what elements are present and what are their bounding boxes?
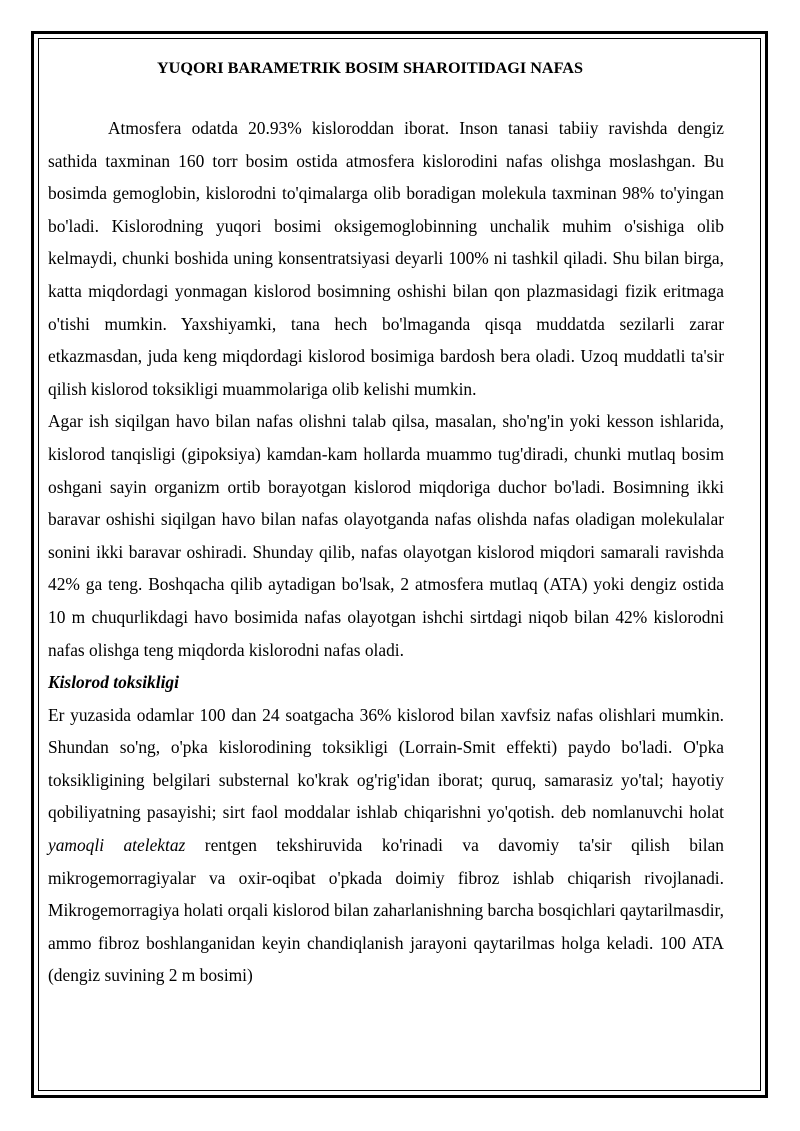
paragraph-compressed-air: Agar ish siqilgan havo bilan nafas olishni talab qilsa, masalan, sho'ng'in yoki kesson ishlarida, kislorod tanqisligi (gipoksiya) kamdan-kam hollarda muammo tug'diradi, chunki mutlaq bosim oshgani sayin organizm ortib borayotgan kislorod miqdoriga duchor bo'ladi. Bosimning ikki baravar oshishi siqilgan havo bilan nafas olayotganda nafas olishda nafas oladigan molekulalar sonini ikki baravar oshiradi. Shunday qilib, nafas olayotgan kislorod miqdori samarali ravishda 42% ga teng. Boshqacha qilib aytadigan bo'lsak, 2 atmosfera mutlaq (ATA) yoki dengiz ostida 10 m chuqurlikdagi havo bosimida nafas olayotgan ishchi sirtdagi niqob bilan 42% kislorodni nafas olishga teng miqdorda kislorodni nafas oladi. (48, 411, 724, 660)
paragraph-oxygen-toxicity (48, 699, 724, 992)
paragraph-text-start: Er yuzasida odamlar 100 dan 24 soatgacha 36% kislorod bilan xavfsiz nafas olishlari mumkin. Shundan so'ng, o'pka kislorodining toksikligi (Lorrain-Smit effekti) paydo bo'ladi. O'pka toksikligining belgilari substernal ko'krak og'rig'idan iborat; quruq, samarasiz yo'tal; hayotiy qobiliyatning pasayishi; sirt faol moddalar ishlab chiqarishni yo'qotish. deb nomlanuvchi holat (48, 704, 724, 823)
paragraph-atmosphere: Atmosfera odatda 20.93% kisloroddan iborat. Inson tanasi tabiiy ravishda dengiz sathida taxminan 160 torr bosim ostida atmosfera kislorodini nafas olishga moslashgan. Bu bosimda gemoglobin, kislorodni to'qimalarga olib boradigan molekula taxminan 98% to'yingan bo'ladi. Kislorodning yuqori bosimi oksigemoglobinning unchalik muhim o'sishiga olib kelmaydi, chunki boshida uning konsentratsiyasi deyarli 100% ni tashkil qiladi. Shu bilan birga, katta miqdordagi yonmagan kislorod bosimning oshishi bilan qon plazmasidagi fizik eritmaga o'tishi mumkin. Yaxshiyamki, tana hech bo'lmaganda qisqa muddatda sezilarli zarar etkazmasdan, juda keng miqdordagi kislorod bosimiga bardosh bera oladi. Uzoq muddatli ta'sir qilish kislorod toksikligi muammolariga olib kelishi mumkin. (48, 118, 724, 399)
document-body (48, 52, 724, 992)
section-heading-oxygen-toxicity: Kislorod toksikligi (48, 672, 179, 693)
paragraph-text-end: rentgen tekshiruvida ko'rinadi va davomiy ta'sir qilish bilan mikrogemorragiyalar va oxir-oqibat o'pkada doimiy fibroz ishlab chiqarish rivojlanadi. Mikrogemorragiya holati orqali kislorod bilan zaharlanishning barcha bosqichlari qaytarilmasdir, ammo fibroz boshlanganidan keyin chandiqlanish jarayoni qaytarilmas holga keladi. 100 ATA (dengiz suvining 2 m bosimi) (48, 835, 725, 986)
title-spacing (48, 84, 724, 112)
document-title: YUQORI BARAMETRIK BOSIM SHAROITIDAGI NAFAS (156, 59, 584, 77)
italic-term: yamoqli atelektaz (48, 835, 186, 856)
